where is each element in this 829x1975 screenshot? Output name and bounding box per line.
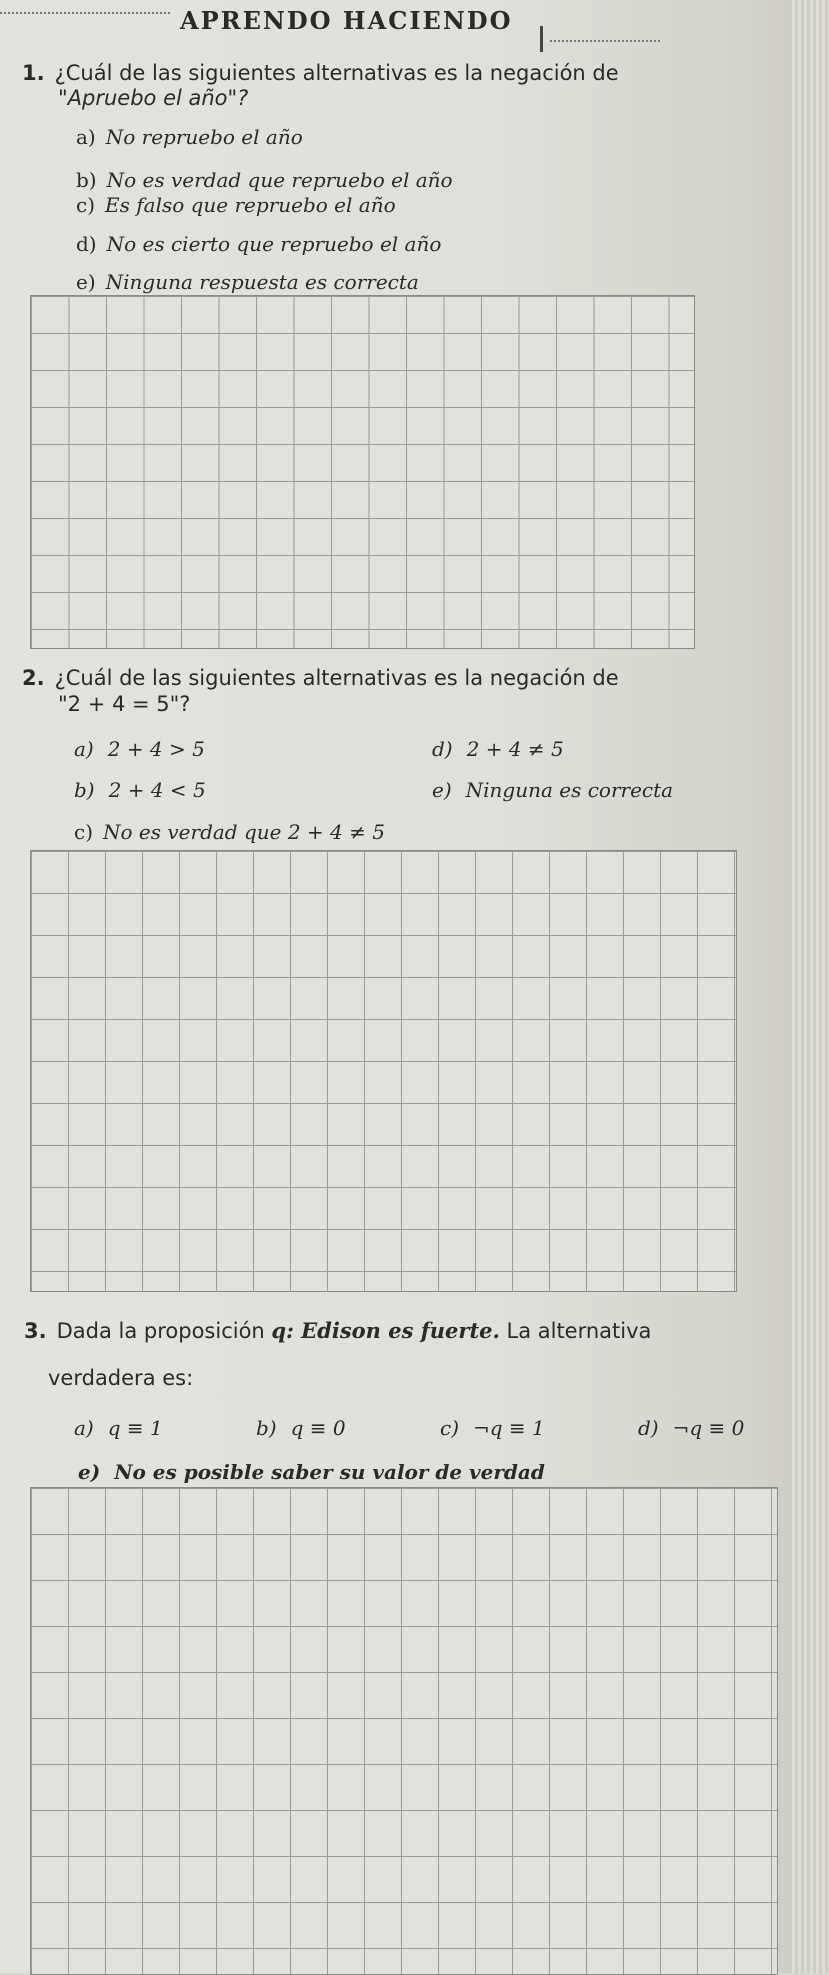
question-2-option-d[interactable]: d) 2 + 4 ≠ 5 — [432, 737, 564, 761]
question-3-answer-grid[interactable] — [30, 1487, 778, 1975]
question-3-proposition: q: Edison es fuerte. — [271, 1318, 500, 1343]
question-1-option-a[interactable]: a) No repruebo el año — [76, 125, 303, 149]
question-2-option-a[interactable]: a) 2 + 4 > 5 — [74, 737, 205, 761]
question-3-option-c[interactable]: c) ¬q ≡ 1 — [440, 1416, 545, 1440]
question-3-option-d[interactable]: d) ¬q ≡ 0 — [638, 1416, 745, 1440]
question-1-option-e[interactable]: e) Ninguna respuesta es correcta — [76, 270, 419, 294]
question-3-option-a[interactable]: a) q ≡ 1 — [74, 1416, 163, 1440]
question-3-option-b[interactable]: b) q ≡ 0 — [256, 1416, 346, 1440]
question-3-option-e[interactable]: e) No es posible saber su valor de verdad — [78, 1460, 545, 1484]
question-2-text — [22, 665, 619, 691]
question-1-text — [22, 60, 619, 86]
question-1-line-2: "Apruebo el año"? — [58, 86, 249, 110]
question-2-option-c[interactable]: c) No es verdad que 2 + 4 ≠ 5 — [74, 820, 385, 844]
question-2-option-b[interactable]: b) 2 + 4 < 5 — [74, 778, 206, 802]
header-divider — [540, 26, 543, 52]
question-3-line-2: verdadera es: — [48, 1366, 194, 1390]
question-1-number: 1. — [22, 61, 45, 85]
question-2-number: 2. — [22, 666, 45, 690]
question-2-option-e[interactable]: e) Ninguna es correcta — [432, 778, 674, 802]
worksheet-title: APRENDO HACIENDO — [180, 6, 513, 35]
question-1-option-b[interactable]: b) No es verdad que repruebo el año — [76, 168, 453, 192]
question-1-option-c[interactable]: c) Es falso que repruebo el año — [76, 193, 396, 217]
worksheet-header — [0, 0, 829, 48]
question-2-line-2: "2 + 4 = 5"? — [58, 692, 191, 716]
question-1-option-d[interactable]: d) No es cierto que repruebo el año — [76, 232, 442, 256]
question-1-answer-grid[interactable] — [30, 295, 695, 649]
header-dotted-line-right — [550, 40, 660, 42]
question-2-answer-grid[interactable] — [30, 850, 737, 1292]
question-1-line-1: ¿Cuál de las siguientes alternativas es la negación de — [54, 61, 619, 85]
question-3-number: 3. — [24, 1319, 47, 1343]
header-dotted-line-left — [0, 12, 170, 14]
question-3-text: 3. Dada la proposición q: Edison es fuerte. La alternativa — [24, 1318, 652, 1343]
question-2-line-1: ¿Cuál de las siguientes alternativas es la negación de — [54, 666, 619, 690]
page-edge — [789, 0, 829, 1973]
